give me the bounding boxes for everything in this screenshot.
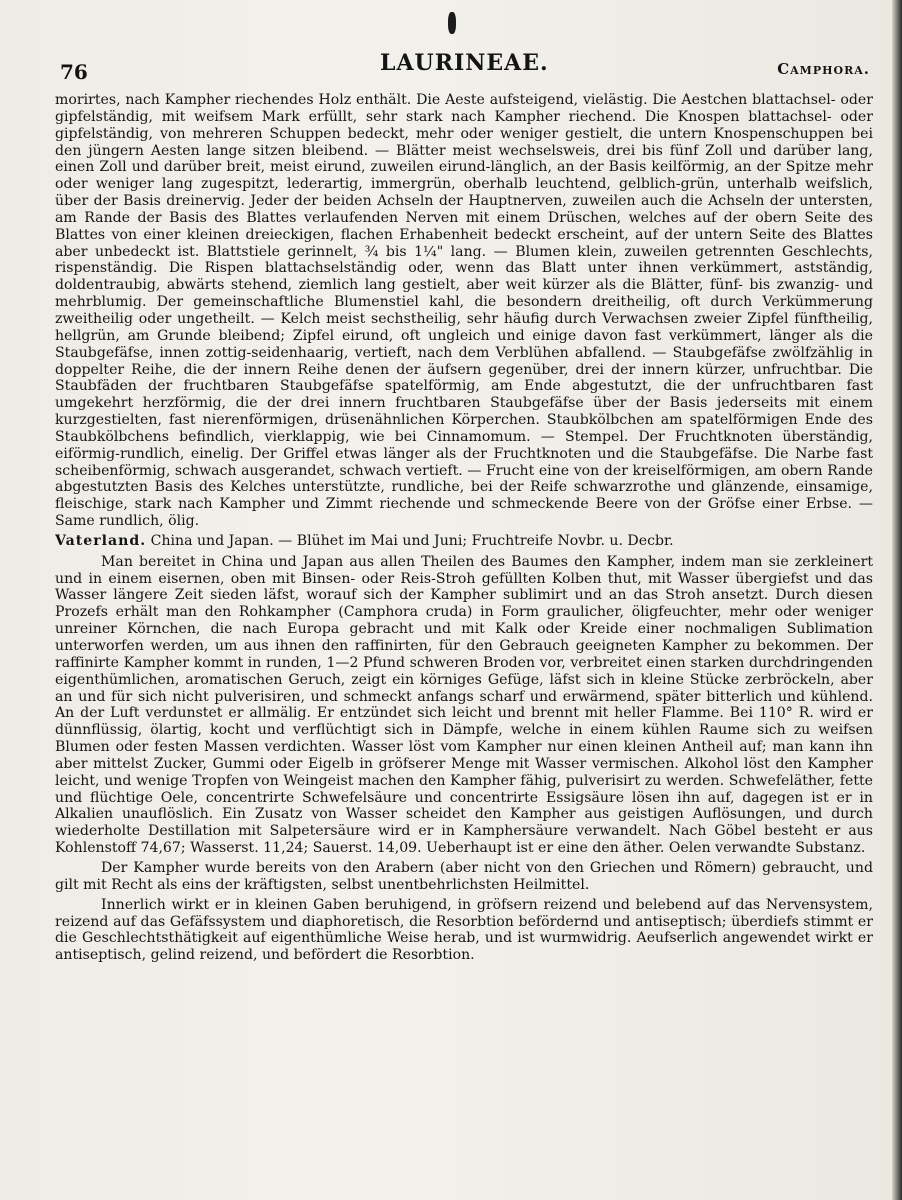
running-title: LAURINEAE. (380, 50, 549, 76)
vaterland-label: Vaterland. (55, 532, 147, 549)
vaterland-line (55, 533, 873, 550)
page-body (55, 92, 873, 1187)
page-header (60, 44, 870, 84)
history-paragraph: Der Kampher wurde bereits von den Arabern (aber nicht von den Griechen und Römern) gebraucht, und gilt mit Recht als eins der kräftigsten, selbst unentbehrlichsten Heilmittel. (55, 859, 873, 893)
ink-mark (448, 12, 456, 34)
book-spine-shadow (892, 0, 902, 1200)
section-title: Camphora. (777, 60, 870, 78)
effects-paragraph: Innerlich wirkt er in kleinen Gaben beruhigend, in gröfsern reizend und belebend auf das Nervensystem, reizend auf das Gefäfssystem und diaphoretisch, die Resorbtion befördernd und antiseptisch; überdiefs stimmt er die Geschlechtsthätigkeit auf eigenthümliche Weise herab, und ist wurmwidrig. Aeufserlich angewendet wirkt er antiseptisch, gelind reizend, und befördert die Resorbtion. (55, 896, 873, 964)
preparation-paragraph: Man bereitet in China und Japan aus allen Theilen des Baumes den Kampher, indem man sie zerkleinert und in einem eisernen, oben mit Binsen- oder Reis-Stroh gefüllten Kolben thut, mit Wasser übergiefst und das Wasser längere Zeit sieden läfst, worauf sich der Kampher sublimirt und an das Stroh ansetzt. Durch diesen Prozefs erhält man den Rohkampher (Camphora cruda) in Form graulicher, öligfeuchter, mehr oder weniger unreiner Körnchen, die nach Europa gebracht und mit Kalk oder Kreide einer nochmaligen Sublimation unterworfen werden, um aus ihnen den raffinirten, für den Gebrauch geeigneten Kampher zu bekommen. Der raffinirte Kampher kommt in runden, 1—2 Pfund schweren Broden vor, verbreitet einen starken durchdringenden eigenthümlichen, aromatischen Geruch, zeigt ein körniges Gefüge, läfst sich in kleine Stücke zerbröckeln, aber an und für sich nicht pulverisiren, und schmeckt anfangs scharf und erwärmend, später bitterlich und kühlend. An der Luft verdunstet er allmälig. Er entzündet sich leicht und brennt mit heller Flamme. Bei 110° R. wird er dünnflüssig, ölartig, kocht und verflüchtigt sich in Dämpfe, welche in einem kühlen Raume sich zu weifsen Blumen oder festen Massen verdichten. Wasser löst vom Kampher nur einen kleinen Antheil auf; man kann ihn aber mittelst Zucker, Gummi oder Eigelb in gröfserer Menge mit Wasser vermischen. Alkohol löst den Kampher leicht, und wenige Tropfen von Weingeist machen den Kampher fähig, pulverisirt zu werden. Schwefeläther, fette und flüchtige Oele, concentrirte Schwefelsäure und concentrirte Essigsäure lösen ihn auf, dagegen ist er in Alkalien unauflöslich. Ein Zusatz von Wasser scheidet den Kampher aus geistigen Auflösungen, und durch wiederholte Destillation mit Salpetersäure wird er in Kamphersäure verwandelt. Nach Göbel besteht er aus Kohlenstoff 74,67; Wasserst. 11,24; Sauerst. 14,09. Ueberhaupt ist er eine den äther. Oelen verwandte Substanz. (55, 553, 873, 857)
description-paragraph: morirtes, nach Kampher riechendes Holz enthält. Die Aeste aufsteigend, vielästig. Die Aestchen blattachsel- oder gipfelständig, mit weifsem Mark erfüllt, sehr stark nach Kampher riechend. Die Knospen blattachsel- oder gipfelständig, von mehreren Schuppen bedeckt, mehr oder weniger gestielt, die untern Knospenschuppen bei den jüngern Aesten lange sitzen bleibend. — Blätter meist wechselsweis, drei bis fünf Zoll und darüber lang, einen Zoll und darüber breit, meist eirund, zuweilen eirund-länglich, an der Basis keilförmig, an der Spitze mehr oder weniger lang zugespitzt, lederartig, immergrün, oberhalb leuchtend, gelblich-grün, unterhalb weifslich, über der Basis dreinervig. Jeder der beiden Achseln der Hauptnerven, zuweilen auch die Achseln der untersten, am Rande der Basis des Blattes verlaufenden Nerven mit einem Drüschen, welches auf der obern Seite des Blattes von einer kleinen dreieckigen, flachen Erhabenheit bedeckt erscheint, auf der untern Seite des Blattes aber unbedeckt ist. Blattstiele gerinnelt, ¾ bis 1¼" lang. — Blumen klein, zuweilen getrennten Geschlechts, rispenständig. Die Rispen blattachselständig oder, wenn das Blatt unter ihnen verkümmert, astständig, doldentraubig, abwärts stehend, ziemlich lang gestielt, aber weit kürzer als die Blätter, fünf- bis zwanzig- und mehrblumig. Der gemeinschaftliche Blumenstiel kahl, die besondern dreitheilig, oft durch Verkümmerung zweitheilig oder ungetheilt. — Kelch meist sechstheilig, sehr häufig durch Verwachsen zweier Zipfel fünftheilig, hellgrün, am Grunde bleibend; Zipfel eirund, oft ungleich und einige davon fast verkümmert, länger als die Staubgefäfse, innen zottig-seidenhaarig, vertieft, nach dem Verblühen abfallend. — Staubgefäfse zwölfzählig in doppelter Reihe, die der innern Reihe denen der äufsern gegenüber, drei der innern kürzer, unfruchtbar. Die Staubfäden der fruchtbaren Staubgefäfse spatelförmig, am Ende abgestutzt, die der unfruchtbaren fast umgekehrt herzförmig, die der drei innern fruchtbaren Staubgefäfse über der Basis jederseits mit einem kurzgestielten, fast nierenförmigen, drüsenähnlichen Körperchen. Staubkölbchen am spatelförmigen Ende des Staubkölbchens befindlich, vierklappig, wie bei Cinnamomum. — Stempel. Der Fruchtknoten überständig, eiförmig-rundlich, einelig. Der Griffel etwas länger als der Fruchtknoten und die Staubgefäfse. Die Narbe fast scheibenförmig, schwach ausgerandet, schwach vertieft. — Frucht eine von der kreiselförmigen, am obern Rande abgestutzten Basis des Kelches unterstützte, rundliche, bei der Reife schwarzrothe und glänzende, einsamige, fleischige, stark nach Kampher und Zimmt riechende und schmeckende Beere von der Gröfse einer Erbse. — Same rundlich, ölig. (55, 92, 873, 530)
vaterland-text: China und Japan. — Blühet im Mai und Juni; Fruchtreife Novbr. u. Decbr. (150, 532, 674, 549)
page-number: 76 (60, 60, 88, 84)
